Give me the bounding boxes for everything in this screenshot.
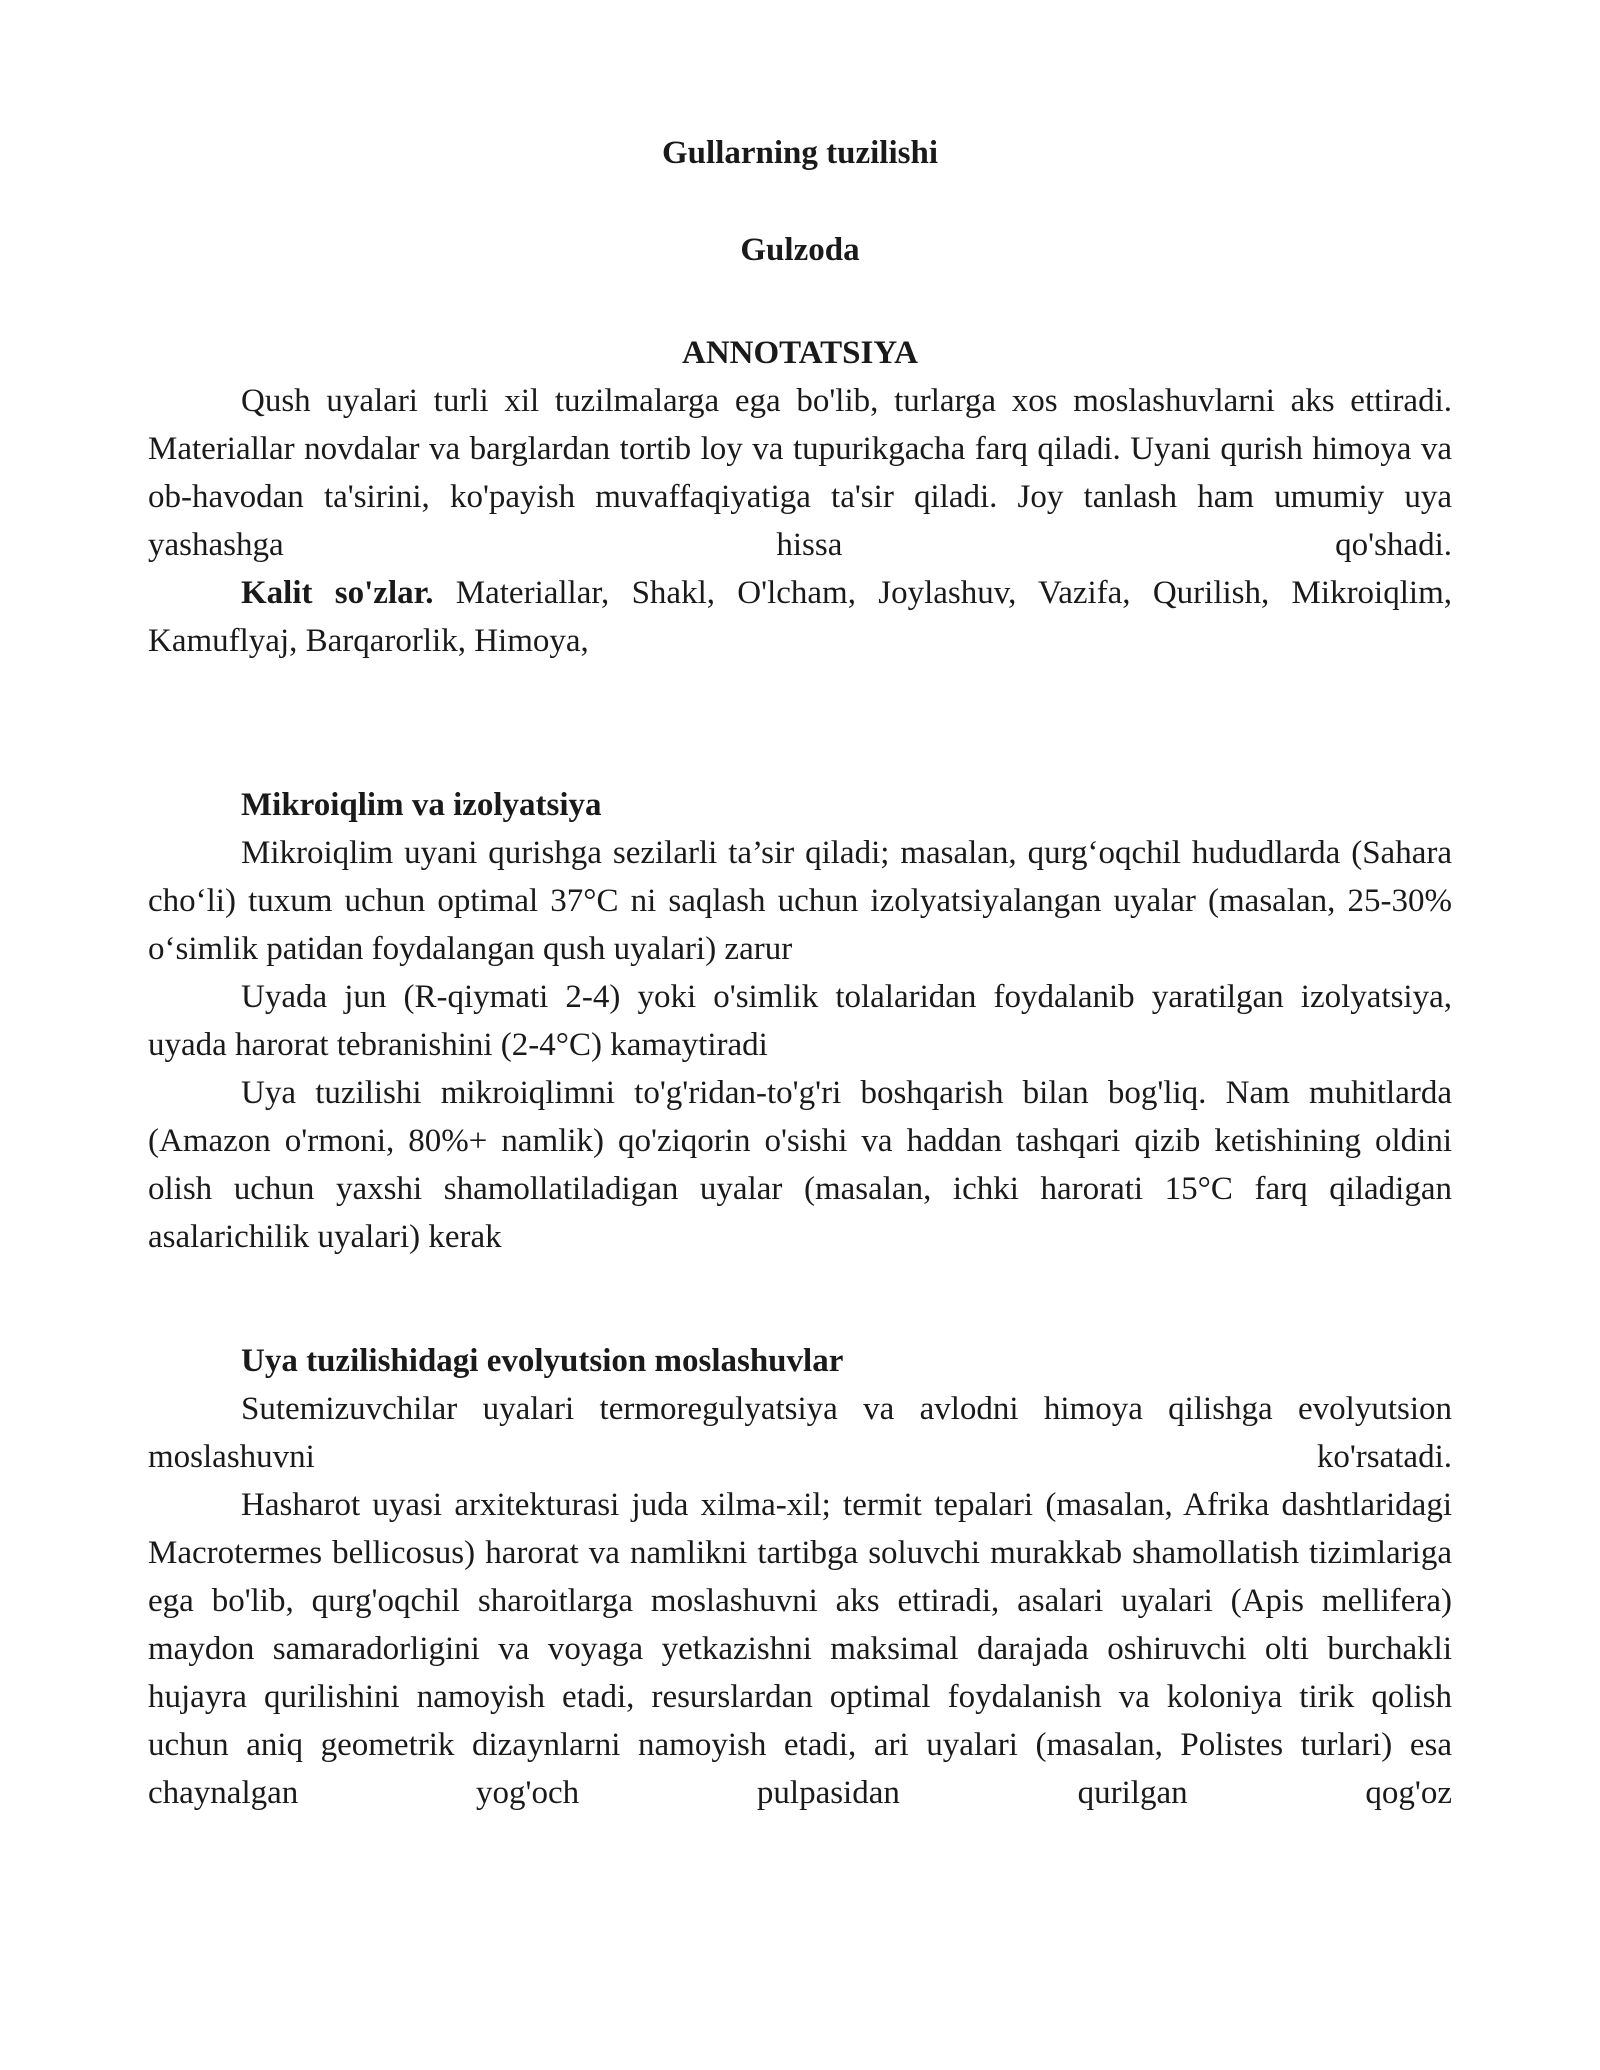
keywords-label: Kalit so'zlar. (241, 575, 434, 611)
section-paragraph: Sutemizuvchilar uyalari termoregulyatsiya va avlodni himoya qilishga evolyutsion moslashuvni ko'rsatadi. (148, 1391, 1452, 1475)
section-paragraph: Hasharot uyasi arxitekturasi juda xilma-xil; termit tepalari (masalan, Afrika dashtlaridagi Macrotermes bellicosus) harorat va namlikni tartibga soluvchi murakkab shamollatish tizimlariga ega bo'lib, qurg'oqchil sharoitlarga moslashuvni aks ettiradi, asalari uyalari (Apis mellifera) maydon samaradorligini va voyaga yetkazishni maksimal darajada oshiruvchi olti burchakli hujayra qurilishini namoyish etadi, resurslardan optimal foydalanish va koloniya tirik qolish uchun aniq geometrik dizaynlarni namoyish etadi, ari uyalari (masalan, Polistes turlari) esa chaynalgan yog'och pulpasidan qurilgan qog'oz (148, 1487, 1452, 1811)
section-paragraph: Uya tuzilishi mikroiqlimni to'g'ridan-to'g'ri boshqarish bilan bog'liq. Nam muhitlarda (Amazon o'rmoni, 80%+ namlik) qo'ziqorin o'sishi va haddan tashqari qizib ketishining oldini olish uchun yaxshi shamollatiladigan uyalar (masalan, ichki harorati 15°C farq qiladigan asalarichilik uyalari) kerak (148, 1075, 1452, 1255)
document-author: Gulzoda (740, 232, 860, 268)
section-paragraph: Mikroiqlim uyani qurishga sezilarli ta’sir qiladi; masalan, qurg‘oqchil hududlarda (Sahara cho‘li) tuxum uchun optimal 37°C ni saqlash uchun izolyatsiyalangan uyalar (masalan, 25-30% o‘simlik patidan foydalangan qush uyalari) zarur (148, 835, 1452, 967)
annotation-heading: ANNOTATSIYA (682, 335, 918, 371)
keywords-paragraph (148, 569, 1452, 665)
document-page (148, 118, 1452, 1817)
document-title: Gullarning tuzilishi (662, 135, 938, 171)
section-paragraph: Uyada jun (R-qiymati 2-4) yoki o'simlik tolalaridan foydalanib yaratilgan izolyatsiya, uyada harorat tebranishini (2-4°C) kamaytiradi (148, 979, 1452, 1063)
annotation-paragraph: Qush uyalari turli xil tuzilmalarga ega bo'lib, turlarga xos moslashuvlarni aks ettiradi. Materiallar novdalar va barglardan tortib loy va tupurikgacha farq qiladi. Uyani qurish himoya va ob-havodan ta'sirini, ko'payish muvaffaqiyatiga ta'sir qiladi. Joy tanlash ham umumiy uya yashashga hissa qo'shadi. (148, 383, 1452, 563)
section-heading-microclimate: Mikroiqlim va izolyatsiya (241, 787, 602, 823)
section-heading-evolution: Uya tuzilishidagi evolyutsion moslashuvlar (241, 1343, 844, 1379)
keywords-list: Materiallar, Shakl, O'lcham, Joylashuv, Vazifa, Qurilish, Mikroiqlim, Kamuflyaj, Barqarorlik, Himoya, (148, 575, 1452, 659)
